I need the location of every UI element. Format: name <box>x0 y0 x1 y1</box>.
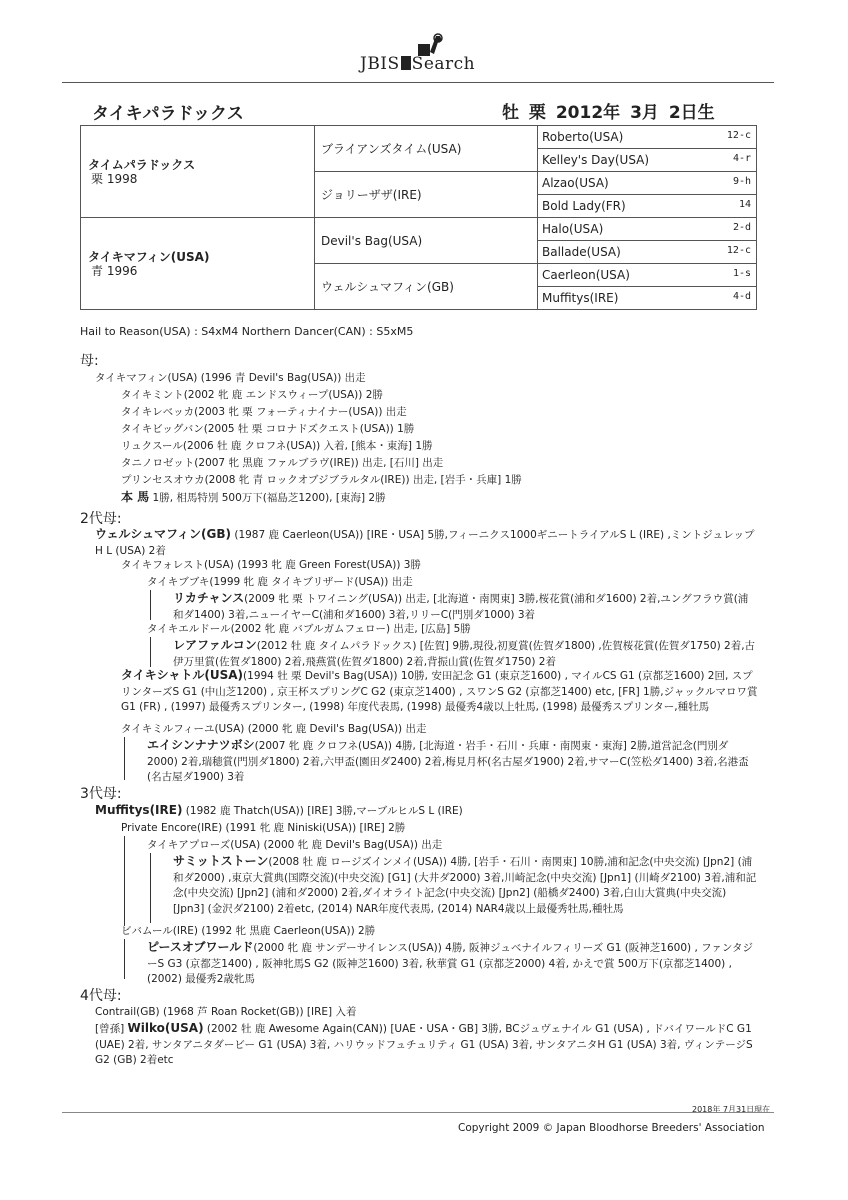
pedigree-dam-dam[interactable]: ウェルシュマフィン(GB) <box>315 264 538 310</box>
pedigree-table <box>80 125 757 310</box>
sire-info: 栗 1998 <box>91 171 138 186</box>
list-item: プリンセスオウカ(2008 牝 青 ロックオブジブラルタル(IRE)) 出走, [岩手・兵庫] 1勝 <box>121 474 522 486</box>
horse-link[interactable]: Wilko(USA) <box>127 1021 204 1035</box>
g3-name: Caerleon(USA) <box>542 268 630 282</box>
horse-link[interactable]: ピースオブワールド <box>147 940 254 954</box>
list-item: タイキミント(2002 牝 鹿 エンドスウィープ(USA)) 2勝 <box>121 389 383 401</box>
copyright: Copyright 2009 © Japan Bloodhorse Breeders' Association <box>458 1122 765 1134</box>
list-item <box>121 668 758 716</box>
bracket-line <box>150 590 151 620</box>
family-number: 4-d <box>732 291 751 302</box>
bracket-line <box>124 836 125 926</box>
family-number: 4-r <box>732 153 751 164</box>
list-item: ビバムール(IRE) (1992 牝 黒鹿 Caerleon(USA)) 2勝 <box>121 925 376 937</box>
list-item <box>173 591 758 623</box>
logo-text-search: Search <box>411 54 476 74</box>
gen2-title: 2代母: <box>80 511 122 527</box>
horse-name: タイキパラドックス <box>92 104 244 124</box>
family-number: 1-s <box>732 268 751 279</box>
gen2-head-text: (1987 鹿 Caerleon(USA)) [IRE・USA] 5勝,フィーニクス1000ギニートライアルS L (IRE) ,ミントジュレップH L (USA) 2着 <box>95 529 755 557</box>
dam-name: タイキマフィン(USA) <box>88 249 210 264</box>
dam-section-title: 母: <box>80 353 99 369</box>
family-number: 14 <box>738 199 751 210</box>
list-item: タイキレベッカ(2003 牝 栗 フォーティナイナー(USA)) 出走 <box>121 406 407 418</box>
list-item: Contrail(GB) (1968 芦 Roan Rocket(GB)) [IRE] 入着 <box>95 1006 357 1018</box>
dam-offspring-list <box>121 387 522 507</box>
record-text: (2008 牡 鹿 ロージズインメイ(USA)) 4勝, [岩手・石川・南関東] 10勝,浦和記念(中央交流) [Jpn2] (浦和ダ2000) ,東京大賞典(国際交流)(中央交流) [G1] (大井ダ2000) 3着,川崎記念(中央交流) [Jpn1] (川崎ダ2100) 3着,浦和記念(中央交流) [Jpn2] (浦和ダ2000) 2着,ダイオライト記念(中央交流) [Jpn2] (船橋ダ2400) 3着,白山大賞典(中央交流) [Jpn3] (金沢ダ2100) 2着etc, (2014) NAR年度代表馬, (2014) NAR4歳以上最優秀牡馬,種牡馬 <box>173 856 757 915</box>
list-item: タイキミルフィーユ(USA) (2000 牝 鹿 Devil's Bag(USA)) 出走 <box>121 723 427 735</box>
family-number: 2-d <box>732 222 751 233</box>
horse-link[interactable]: リカチャンス <box>173 591 245 605</box>
g3-name: Bold Lady(FR) <box>542 199 626 213</box>
list-item: タイキビッグバン(2005 牡 栗 コロナドズクエスト(USA)) 1勝 <box>121 423 415 435</box>
horse-link[interactable]: レアファルコン <box>173 638 257 652</box>
g3-name: Kelley's Day(USA) <box>542 153 650 167</box>
pedigree-g3-cell[interactable] <box>538 195 757 218</box>
pedigree-g3-cell[interactable] <box>538 218 757 241</box>
gen4-title: 4代母: <box>80 988 122 1004</box>
g3-name: Alzao(USA) <box>542 176 609 190</box>
relation-prefix: [曾孫] <box>95 1023 125 1035</box>
pedigree-g3-cell[interactable] <box>538 172 757 195</box>
g3-name: Muffitys(IRE) <box>542 291 619 305</box>
gen3-head-text: (1982 鹿 Thatch(USA)) [IRE] 3勝,マーブルヒルS L (IRE) <box>185 805 463 817</box>
footer-rule <box>62 1112 774 1113</box>
horse-info: 牡 栗 2012年 3月 2日生 <box>502 103 715 123</box>
gen3-head <box>95 802 463 820</box>
list-item: タイキアプローズ(USA) (2000 牝 鹿 Devil's Bag(USA)) 出走 <box>147 839 443 851</box>
list-item: タイキエルドール(2002 牝 鹿 バブルガムフェロー) 出走, [広島] 5勝 <box>147 623 471 635</box>
gen3-head-name: Muffitys(IRE) <box>95 803 183 817</box>
list-item <box>147 738 758 786</box>
record-text: (1994 牡 栗 Devil's Bag(USA)) 10勝, 安田記念 G1 (東京芝1600) , マイルCS G1 (京都芝1600) 2回, スプリンターズS G1 (中山芝1200) , 京王杯スプリングC G2 (東京芝1400) , スワンS G2 (京都芝1400) etc, [FR] 1勝,ジャックルマロワ賞 G1 (FR) , (1997) 最優秀スプリンター, (1998) 年度代表馬, (1998) 最優秀4歳以上牡馬, (1998) 最優秀スプリンター,種牡馬 <box>121 670 758 713</box>
family-number: 9-h <box>732 176 751 187</box>
list-item: タイキフォレスト(USA) (1993 牝 鹿 Green Forest(USA)) 3勝 <box>121 559 421 571</box>
list-item <box>147 940 758 988</box>
g3-name: Roberto(USA) <box>542 130 624 144</box>
family-number: 12-c <box>726 245 751 256</box>
bracket-line <box>124 737 125 780</box>
pedigree-sire[interactable] <box>81 126 315 218</box>
pedigree-dam-sire[interactable]: Devil's Bag(USA) <box>315 218 538 264</box>
gen2-head-name: ウェルシュマフィン(GB) <box>95 527 231 541</box>
sire-name: タイムパラドックス <box>88 157 196 172</box>
header-rule <box>62 82 774 83</box>
list-item: タイキブブキ(1999 牝 鹿 タイキブリザード(USA)) 出走 <box>147 576 413 588</box>
pedigree-g3-cell[interactable] <box>538 126 757 149</box>
list-item <box>173 854 758 917</box>
g3-name: Halo(USA) <box>542 222 604 236</box>
list-item: タニノロゼット(2007 牝 黒鹿 ファルブラヴ(IRE)) 出走, [石川] 出走 <box>121 457 444 469</box>
list-item <box>173 638 758 670</box>
record-text: (2000 牝 鹿 サンデーサイレンス(USA)) 4勝, 阪神ジュベナイルフィリーズ G1 (阪神芝1600) , ファンタジーS G3 (京都芝1400) , 阪神牝馬S G2 (阪神芝1600) 3着, 秋華賞 G1 (京都芝2000) 4着, かえで賞 500万下(京都芝1400) , (2002) 最優秀2歳牝馬 <box>147 942 754 985</box>
pedigree-sire-sire[interactable]: ブライアンズタイム(USA) <box>315 126 538 172</box>
horse-link[interactable]: エイシンナナツボシ <box>147 738 255 752</box>
logo-text-jbis: JBIS <box>360 54 400 74</box>
dam-info: 青 1996 <box>91 263 138 278</box>
gen2-head <box>95 527 755 559</box>
self-record: 1勝, 相馬特別 500万下(福島芝1200), [東海] 2勝 <box>152 492 386 504</box>
g3-name: Ballade(USA) <box>542 245 621 259</box>
jbis-search-logo <box>360 30 500 80</box>
record-text: (2009 牝 栗 トワイニング(USA)) 出走, [北海道・南関東] 3勝,桜花賞(浦和ダ1600) 2着,ユングフラウ賞(浦和ダ1400) 3着,ニューイヤーC(浦和ダ1600) 3着,リリーC(門別ダ1000) 3着 <box>173 593 749 621</box>
list-item: リュクスール(2006 牡 鹿 クロフネ(USA)) 入着, [熊本・東海] 1勝 <box>121 440 433 452</box>
list-item: Private Encore(IRE) (1991 牝 鹿 Niniski(USA)) [IRE] 2勝 <box>121 822 406 834</box>
record-text: (2012 牡 鹿 タイムパラドックス) [佐賀] 9勝,現役,初夏賞(佐賀ダ1800) ,佐賀桜花賞(佐賀ダ1750) 2着,古伊万里賞(佐賀ダ1800) 2着,飛燕賞(佐賀ダ1800) 2着,背振山賞(佐賀ダ1750) 2着 <box>173 640 756 668</box>
bracket-line <box>124 939 125 979</box>
record-text: (2007 牝 鹿 クロフネ(USA)) 4勝, [北海道・岩手・石川・兵庫・南関東・東海] 2勝,道営記念(門別ダ2000) 2着,瑞穂賞(門別ダ1800) 2着,六甲盃(園田ダ2400) 2着,梅見月杯(名古屋ダ1900) 2着,サマーC(笠松ダ1400) 3着,名港盃(名古屋ダ1900) 3着 <box>147 740 749 783</box>
pedigree-g3-cell[interactable] <box>538 149 757 172</box>
bracket-line <box>150 637 151 667</box>
pedigree-g3-cell[interactable] <box>538 241 757 264</box>
pedigree-g3-cell[interactable] <box>538 287 757 310</box>
bracket-line <box>150 853 151 923</box>
record-text: (2002 牡 鹿 Awesome Again(CAN)) [UAE・USA・GB] 3勝, BCジュヴェナイル G1 (USA) , ドバイワールドC G1 (UAE) 2着, サンタアニタダービー G1 (USA) 3着, ハリウッドフュチュリティ G1 (USA) 3着, サンタアニタH G1 (USA) 3着, ヴィンテージS G2 (GB) 2着etc <box>95 1023 753 1066</box>
footer-date: 2018年 7月31日現在 <box>692 1105 771 1114</box>
family-number: 12-c <box>726 130 751 141</box>
pedigree-sire-dam[interactable]: ジョリーザザ(IRE) <box>315 172 538 218</box>
list-item <box>121 489 522 507</box>
horse-link[interactable]: タイキシャトル(USA) <box>121 668 244 682</box>
self-name: 本 馬 <box>121 490 150 504</box>
horse-link[interactable]: サミットストーン <box>173 854 269 868</box>
inbreeding-note: Hail to Reason(USA) : S4xM4 Northern Dancer(CAN) : S5xM5 <box>80 325 414 338</box>
gen3-title: 3代母: <box>80 786 122 802</box>
list-item <box>95 1021 758 1069</box>
dam-line: タイキマフィン(USA) (1996 青 Devil's Bag(USA)) 出走 <box>95 372 366 384</box>
pedigree-g3-cell[interactable] <box>538 264 757 287</box>
pedigree-dam[interactable] <box>81 218 315 310</box>
